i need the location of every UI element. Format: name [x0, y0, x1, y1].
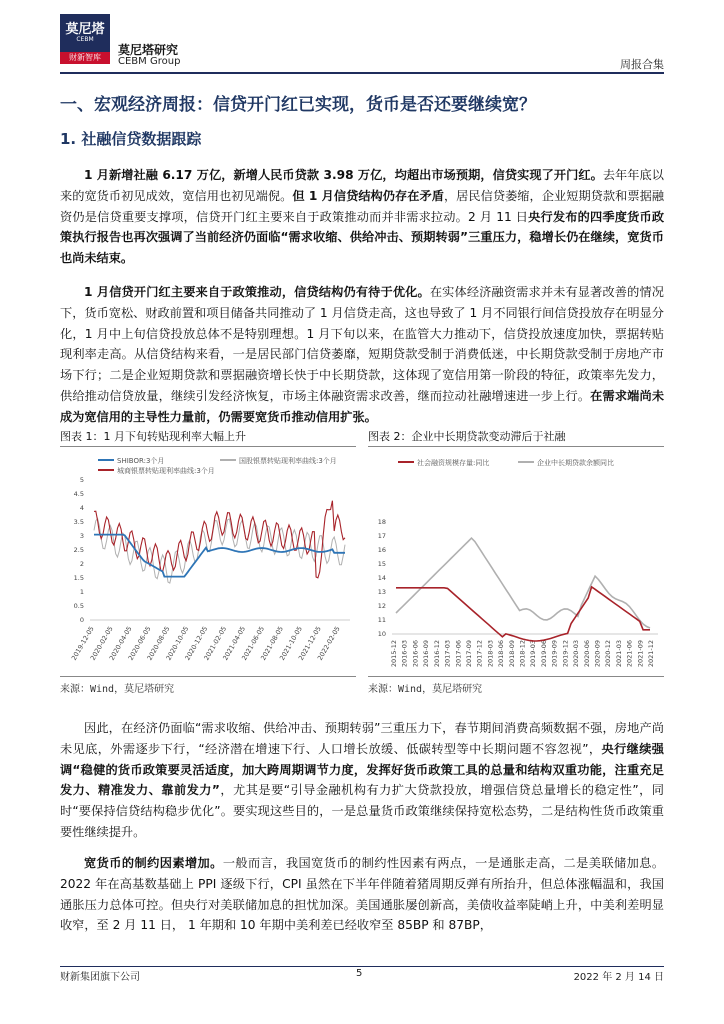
fig1-xtick-3: 2020-06-05: [126, 625, 153, 662]
fig2-xtick-14: 2019-06: [539, 640, 548, 668]
p1-run-3: ，居民信贷萎缩，企业短期贷款和票据融资仍是信贷重要支撑项，信贷开门红主要来自于政策推动而并非需求拉动。2 月 11 日: [60, 188, 665, 224]
p3-run-2: ，尤其是要“引导金融机构有力扩大贷款投放，增强信贷总量增长的稳定性”，同时“要保持信贷结构稳步优化”。要实现这些目的，一是总量货币政策继续保持宽松态势，二是结构性货币政策重要性继续提升。: [60, 783, 664, 839]
p4-run-0: 宽货币的制约因素增加。: [84, 856, 223, 870]
fig2-series-social-financing: [396, 587, 650, 641]
fig2-ytick-5: 15: [377, 560, 386, 568]
footer-divider: [60, 966, 664, 967]
figure-2-bottom-rule: [368, 676, 664, 677]
fig2-legend-label-0: 社会融资规模存量:同比: [417, 459, 490, 467]
fig2-xtick-2: 2016-06: [411, 640, 420, 668]
fig2-xtick-8: 2017-12: [475, 640, 484, 668]
fig1-xtick-11: 2021-10-05: [278, 625, 304, 662]
fig2-ytick-2: 12: [377, 602, 386, 610]
p2-run-0: 1 月信贷开门红主要来自于政策推动，信贷结构仍有待于优化。: [84, 285, 430, 299]
fig1-xtick-0: 2019-12-05: [69, 625, 96, 662]
fig2-ytick-8: 18: [377, 518, 386, 526]
fig2-xtick-4: 2016-12: [432, 640, 441, 668]
footer-company: 财新集团旗下公司: [60, 972, 140, 983]
fig2-xtick-9: 2018-03: [486, 640, 495, 668]
report-date: 2022 年 2 月 14 日: [573, 972, 664, 983]
section-title: 一、宏观经济周报：信贷开门红已实现，货币是否还要继续宽？: [60, 95, 536, 115]
figure-2-source: 来源：Wind，莫尼塔研究: [368, 684, 483, 695]
header-divider: [60, 72, 664, 74]
fig1-ytick-1: 0.5: [73, 602, 84, 610]
fig2-xtick-19: 2020-09: [593, 640, 602, 668]
fig2-xtick-16: 2019-12: [561, 640, 570, 668]
fig2-legend-label-1: 企业中长期贷款余额同比: [537, 459, 614, 467]
report-collection-label: 周报合集: [620, 58, 664, 71]
fig2-xtick-24: 2021-12: [647, 640, 655, 668]
p4-run-1: 一般而言，我国宽货币的制约性因素有两点，一是通胀走高，二是美联储加息。2022 年在高基数基础上 PPI 逐级下行，CPI 虽然在下半年伴随着猪周期反弹有所抬升，但总体涨幅温和，我国通胀压力总体可控。但央行对美联储加息的担忧加深。美国通胀屡创新高，美债收益率陡峭上升，中美利差明显收窄，至 2 月 11 日， 1 年期和 10 年期中美利差已经收窄至 85BP 和 87BP，: [60, 856, 665, 933]
brand-name-cn: 莫尼塔研究: [118, 43, 179, 57]
paragraph-4: [60, 853, 664, 936]
fig2-xtick-18: 2020-06: [582, 640, 591, 668]
fig1-ytick-0: 0: [79, 616, 84, 624]
fig1-legend-label-0: SHIBOR:3个月: [117, 457, 165, 465]
fig2-xtick-23: 2021-09: [636, 640, 645, 668]
p2-run-2: 在需求端尚未成为宽信用的主导性力量前，仍需要宽货币推动信用扩张。: [60, 388, 665, 424]
p1-run-1: 去年年底以来的宽货币初见成效，宽信用也初见端倪。: [60, 168, 664, 203]
fig2-xtick-15: 2019-09: [550, 640, 559, 668]
p1-run-2: 但 1 月信贷结构仍存在矛盾: [292, 188, 444, 203]
fig2-xtick-21: 2021-03: [614, 640, 623, 668]
fig1-xtick-2: 2020-04-05: [107, 625, 134, 662]
fig1-xtick-7: 2021-02-05: [202, 625, 229, 662]
fig1-xtick-13: 2022-02-05: [315, 625, 342, 662]
fig1-series-guogu: [94, 519, 345, 584]
fig2-xtick-22: 2021-06: [625, 640, 634, 668]
fig2-xtick-6: 2017-06: [454, 640, 463, 668]
subsection-title: 1. 社融信贷数据跟踪: [60, 130, 202, 148]
p1-run-4: 央行发布的四季度货币政策执行报告也再次强调了当前经济仍面临“需求收缩、供给冲击、预期转弱”三重压力，稳增长仍在继续，宽货币也尚未结束。: [60, 209, 665, 266]
fig1-xtick-10: 2021-08-05: [259, 625, 285, 662]
p1-run-0: 1 月新增社融 6.17 万亿，新增人民币贷款 3.98 万亿，均超出市场预期，信贷实现了开门红。: [84, 168, 603, 182]
fig2-xtick-0: 2015-12: [390, 640, 398, 668]
fig1-series-chengshang: [94, 501, 345, 578]
fig2-xtick-12: 2018-12: [518, 640, 527, 668]
fig1-ytick-8: 4: [79, 504, 84, 512]
fig2-series-corp-loan: [396, 538, 650, 628]
figure-1-source: 来源：Wind，莫尼塔研究: [60, 684, 175, 695]
fig2-xtick-20: 2020-12: [604, 640, 613, 668]
fig2-ytick-7: 17: [377, 532, 386, 540]
fig1-xtick-1: 2020-02-05: [88, 625, 115, 662]
fig1-xtick-5: 2020-10-05: [164, 625, 191, 662]
logo-tag-text: 财新智库: [69, 53, 101, 62]
logo-main-text: 莫尼塔: [65, 22, 105, 37]
fig1-xtick-4: 2020-08-05: [145, 625, 172, 662]
figure-2-title: 图表 2：企业中长期贷款变动滞后于社融: [368, 430, 566, 443]
fig1-ytick-9: 4.5: [73, 490, 84, 498]
fig1-ytick-6: 3: [79, 532, 84, 540]
fig2-xtick-17: 2020-03: [572, 640, 581, 668]
paragraph-2: [60, 282, 664, 428]
fig1-ytick-10: 5: [79, 476, 84, 484]
fig1-legend-label-2: 城商银票转贴现利率曲线:3个月: [117, 467, 215, 475]
fig2-xtick-13: 2019-03: [529, 640, 538, 668]
fig1-xtick-6: 2020-12-05: [183, 625, 210, 662]
fig1-ytick-5: 2.5: [73, 546, 84, 554]
fig2-ytick-6: 16: [377, 546, 386, 554]
paragraph-3: [60, 718, 664, 843]
fig2-ytick-1: 11: [377, 616, 386, 624]
fig2-xtick-3: 2016-09: [422, 640, 431, 668]
paragraph-1: [60, 165, 664, 269]
fig1-legend-label-1: 国股银票转贴现利率曲线:3个月: [239, 457, 337, 465]
fig1-ytick-7: 3.5: [73, 518, 84, 526]
logo-tag: [60, 52, 110, 64]
logo-sub-text: CEBM: [76, 36, 94, 43]
fig2-ytick-3: 13: [377, 588, 386, 596]
figure-1-chart: [60, 452, 356, 674]
figure-2-top-rule: [368, 446, 664, 447]
fig1-series-shibor: [94, 535, 345, 577]
fig1-ytick-4: 2: [79, 560, 84, 568]
figure-1-bottom-rule: [60, 676, 356, 677]
fig2-xtick-5: 2017-03: [443, 640, 452, 668]
page-number: 5: [356, 968, 363, 979]
figure-1-top-rule: [60, 446, 356, 447]
fig2-xtick-10: 2018-06: [497, 640, 506, 668]
fig2-ytick-0: 10: [377, 630, 386, 638]
p2-run-1: 在实体经济融资需求并未有显著改善的情况下，货币宽松、财政前置和项目储备共同推动了 1 月信贷走高，这也导致了 1 月不同银行间信贷投放存在明显分化，1 月中上旬信贷投放总体不是特别理想。1 月下旬以来，在监管大力推动下，信贷投放速度加快，票据转贴现利率走高。从信贷结构来看，一是居民部门信贷萎靡，短期贷款受制于消费低迷，中长期贷款受制于房地产市场下行；二是企业短期贷款和票据融资增长快于中长期贷款，这体现了宽信用第一阶段的特征，政策率先发力，供给推动信贷放量，继续引发经济恢复，市场主体融资需求改善，继而拉动社融增速进一步上行。: [60, 285, 664, 403]
figure-2-chart: [368, 452, 664, 674]
figure-1-title: 图表 1：1 月下旬转贴现利率大幅上升: [60, 430, 246, 443]
p3-run-0: 因此，在经济仍面临“需求收缩、供给冲击、预期转弱”三重压力下，春节期间消费高频数据不强，房地产尚未见底，外需逐步下行，“经济潜在增速下行、人口增长放缓、低碳转型等中长期问题不容忽视”，: [60, 721, 664, 756]
fig2-xtick-1: 2016-03: [400, 640, 409, 668]
fig1-xtick-8: 2021-04-05: [221, 625, 248, 662]
fig1-ytick-3: 1.5: [73, 574, 84, 582]
fig1-ytick-2: 1: [79, 588, 84, 596]
fig2-ytick-4: 14: [377, 574, 386, 582]
brand-name-en: CEBM Group: [118, 56, 181, 67]
fig1-xtick-9: 2021-06-05: [240, 625, 267, 662]
fig2-xtick-11: 2018-09: [507, 640, 516, 668]
fig2-xtick-7: 2017-09: [464, 640, 473, 668]
p3-run-1: 央行继续强调“稳健的货币政策要灵活适度，加大跨周期调节力度，发挥好货币政策工具的总量和结构双重功能，注重充足发力、精准发力、靠前发力”: [60, 741, 664, 798]
fig1-xtick-12: 2021-12-05: [296, 625, 323, 662]
